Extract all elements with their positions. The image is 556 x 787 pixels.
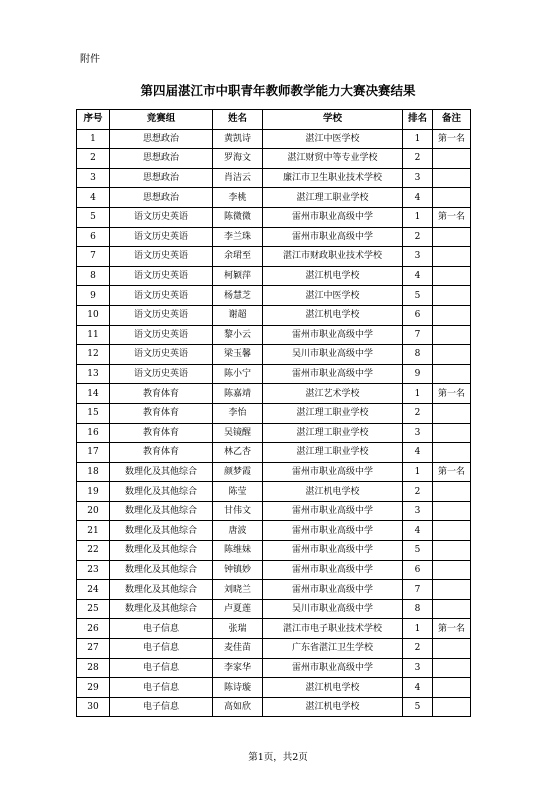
cell-school: 湛江机电学校 — [263, 678, 403, 698]
cell-rank: 4 — [403, 443, 433, 463]
cell-remark — [433, 149, 471, 169]
table-row — [77, 149, 471, 169]
cell-index: 12 — [77, 345, 110, 365]
cell-remark — [433, 188, 471, 208]
cell-group: 电子信息 — [110, 678, 213, 698]
cell-group: 教育体育 — [110, 384, 213, 404]
cell-name: 陈诗璇 — [213, 678, 263, 698]
cell-remark: 第一名 — [433, 619, 471, 639]
cell-index: 1 — [77, 129, 110, 149]
cell-rank: 4 — [403, 266, 433, 286]
cell-remark — [433, 658, 471, 678]
cell-group: 语文历史英语 — [110, 305, 213, 325]
cell-group: 思想政治 — [110, 188, 213, 208]
cell-rank: 2 — [403, 482, 433, 502]
table-row — [77, 247, 471, 267]
cell-index: 10 — [77, 305, 110, 325]
cell-group: 思想政治 — [110, 168, 213, 188]
cell-rank: 2 — [403, 639, 433, 659]
cell-index: 14 — [77, 384, 110, 404]
cell-rank: 1 — [403, 129, 433, 149]
cell-group: 语文历史英语 — [110, 364, 213, 384]
cell-school: 雷州市职业高级中学 — [263, 462, 403, 482]
cell-name: 张瑞 — [213, 619, 263, 639]
cell-school: 湛江中医学校 — [263, 129, 403, 149]
cell-remark — [433, 325, 471, 345]
cell-name: 唐波 — [213, 521, 263, 541]
cell-group: 数理化及其他综合 — [110, 462, 213, 482]
cell-index: 5 — [77, 207, 110, 227]
cell-remark — [433, 286, 471, 306]
cell-school: 雷州市职业高级中学 — [263, 325, 403, 345]
cell-remark — [433, 501, 471, 521]
cell-name: 刘晓兰 — [213, 580, 263, 600]
header-name: 姓名 — [213, 110, 263, 130]
table-row — [77, 443, 471, 463]
cell-index: 20 — [77, 501, 110, 521]
table-row — [77, 541, 471, 561]
cell-remark — [433, 247, 471, 267]
table-row — [77, 462, 471, 482]
cell-group: 数理化及其他综合 — [110, 599, 213, 619]
cell-rank: 9 — [403, 364, 433, 384]
cell-rank: 8 — [403, 345, 433, 365]
cell-school: 雷州市职业高级中学 — [263, 658, 403, 678]
cell-rank: 8 — [403, 599, 433, 619]
cell-name: 林乙杏 — [213, 443, 263, 463]
cell-name: 李桃 — [213, 188, 263, 208]
cell-index: 29 — [77, 678, 110, 698]
cell-index: 22 — [77, 541, 110, 561]
cell-rank: 5 — [403, 697, 433, 717]
table-row — [77, 207, 471, 227]
cell-name: 梁玉馨 — [213, 345, 263, 365]
cell-name: 钟镇妙 — [213, 560, 263, 580]
cell-group: 语文历史英语 — [110, 247, 213, 267]
cell-school: 湛江机电学校 — [263, 305, 403, 325]
cell-school: 广东省湛江卫生学校 — [263, 639, 403, 659]
cell-index: 9 — [77, 286, 110, 306]
cell-remark — [433, 403, 471, 423]
cell-school: 湛江艺术学校 — [263, 384, 403, 404]
table-row — [77, 423, 471, 443]
cell-group: 语文历史英语 — [110, 207, 213, 227]
cell-rank: 2 — [403, 227, 433, 247]
table-row — [77, 286, 471, 306]
cell-index: 23 — [77, 560, 110, 580]
results-body — [77, 129, 471, 717]
cell-remark — [433, 227, 471, 247]
cell-name: 陈微微 — [213, 207, 263, 227]
cell-school: 雷州市职业高级中学 — [263, 521, 403, 541]
cell-index: 18 — [77, 462, 110, 482]
table-row — [77, 168, 471, 188]
cell-rank: 3 — [403, 658, 433, 678]
header-school: 学校 — [263, 110, 403, 130]
cell-remark — [433, 305, 471, 325]
cell-index: 15 — [77, 403, 110, 423]
cell-school: 湛江理工职业学校 — [263, 443, 403, 463]
cell-name: 李兰珠 — [213, 227, 263, 247]
cell-group: 电子信息 — [110, 658, 213, 678]
table-row — [77, 560, 471, 580]
cell-group: 数理化及其他综合 — [110, 501, 213, 521]
cell-school: 湛江机电学校 — [263, 266, 403, 286]
cell-index: 26 — [77, 619, 110, 639]
cell-group: 电子信息 — [110, 619, 213, 639]
cell-remark — [433, 639, 471, 659]
table-row — [77, 345, 471, 365]
cell-school: 湛江财贸中等专业学校 — [263, 149, 403, 169]
cell-school: 雷州市职业高级中学 — [263, 501, 403, 521]
cell-name: 肖洁云 — [213, 168, 263, 188]
table-row — [77, 384, 471, 404]
cell-name: 余珺至 — [213, 247, 263, 267]
cell-rank: 5 — [403, 286, 433, 306]
cell-rank: 3 — [403, 168, 433, 188]
cell-index: 17 — [77, 443, 110, 463]
cell-name: 陈嘉靖 — [213, 384, 263, 404]
cell-index: 16 — [77, 423, 110, 443]
cell-remark — [433, 541, 471, 561]
cell-name: 杨慧芝 — [213, 286, 263, 306]
cell-remark — [433, 482, 471, 502]
header-group: 竞赛组 — [110, 110, 213, 130]
cell-remark — [433, 364, 471, 384]
cell-rank: 1 — [403, 462, 433, 482]
page-footer: 第1页，共2页 — [248, 752, 308, 763]
table-row — [77, 403, 471, 423]
cell-remark — [433, 697, 471, 717]
cell-rank: 4 — [403, 521, 433, 541]
cell-remark — [433, 560, 471, 580]
cell-name: 卢夏莲 — [213, 599, 263, 619]
cell-remark — [433, 168, 471, 188]
cell-remark — [433, 443, 471, 463]
cell-school: 吴川市职业高级中学 — [263, 345, 403, 365]
cell-school: 湛江中医学校 — [263, 286, 403, 306]
cell-index: 3 — [77, 168, 110, 188]
cell-group: 语文历史英语 — [110, 325, 213, 345]
cell-index: 8 — [77, 266, 110, 286]
cell-index: 30 — [77, 697, 110, 717]
cell-rank: 7 — [403, 325, 433, 345]
table-row — [77, 482, 471, 502]
table-row — [77, 678, 471, 698]
cell-school: 雷州市职业高级中学 — [263, 560, 403, 580]
cell-group: 数理化及其他综合 — [110, 580, 213, 600]
table-row — [77, 305, 471, 325]
cell-rank: 3 — [403, 423, 433, 443]
header-remark: 备注 — [433, 110, 471, 130]
table-row — [77, 619, 471, 639]
cell-group: 教育体育 — [110, 403, 213, 423]
cell-rank: 5 — [403, 541, 433, 561]
table-row — [77, 364, 471, 384]
table-row — [77, 188, 471, 208]
cell-group: 语文历史英语 — [110, 227, 213, 247]
cell-rank: 1 — [403, 207, 433, 227]
cell-index: 28 — [77, 658, 110, 678]
cell-index: 27 — [77, 639, 110, 659]
cell-group: 教育体育 — [110, 423, 213, 443]
cell-name: 颜梦霞 — [213, 462, 263, 482]
cell-index: 19 — [77, 482, 110, 502]
table-row — [77, 266, 471, 286]
cell-group: 语文历史英语 — [110, 266, 213, 286]
cell-school: 湛江机电学校 — [263, 697, 403, 717]
cell-name: 高如欣 — [213, 697, 263, 717]
cell-name: 谢超 — [213, 305, 263, 325]
table-row — [77, 658, 471, 678]
cell-school: 雷州市职业高级中学 — [263, 227, 403, 247]
cell-name: 李家华 — [213, 658, 263, 678]
cell-school: 湛江理工职业学校 — [263, 423, 403, 443]
cell-rank: 2 — [403, 149, 433, 169]
cell-name: 陈维妹 — [213, 541, 263, 561]
cell-rank: 4 — [403, 188, 433, 208]
cell-group: 数理化及其他综合 — [110, 521, 213, 541]
cell-school: 雷州市职业高级中学 — [263, 364, 403, 384]
cell-name: 李怡 — [213, 403, 263, 423]
table-row — [77, 227, 471, 247]
cell-name: 黄凯诗 — [213, 129, 263, 149]
header-index: 序号 — [77, 110, 110, 130]
cell-group: 数理化及其他综合 — [110, 560, 213, 580]
table-row — [77, 697, 471, 717]
cell-group: 教育体育 — [110, 443, 213, 463]
cell-index: 13 — [77, 364, 110, 384]
table-row — [77, 580, 471, 600]
cell-index: 4 — [77, 188, 110, 208]
cell-name: 陈莹 — [213, 482, 263, 502]
cell-school: 吴川市职业高级中学 — [263, 599, 403, 619]
cell-index: 7 — [77, 247, 110, 267]
cell-remark — [433, 678, 471, 698]
cell-group: 电子信息 — [110, 639, 213, 659]
cell-name: 陈小宁 — [213, 364, 263, 384]
cell-school: 廉江市卫生职业技术学校 — [263, 168, 403, 188]
cell-remark — [433, 580, 471, 600]
cell-school: 雷州市职业高级中学 — [263, 207, 403, 227]
cell-index: 21 — [77, 521, 110, 541]
cell-group: 语文历史英语 — [110, 286, 213, 306]
cell-remark — [433, 599, 471, 619]
cell-rank: 1 — [403, 384, 433, 404]
cell-group: 语文历史英语 — [110, 345, 213, 365]
cell-rank: 3 — [403, 501, 433, 521]
table-row — [77, 599, 471, 619]
attachment-label: 附件 — [80, 54, 100, 65]
table-row — [77, 501, 471, 521]
cell-name: 吴镜醒 — [213, 423, 263, 443]
cell-index: 6 — [77, 227, 110, 247]
cell-group: 思想政治 — [110, 149, 213, 169]
cell-name: 甘伟文 — [213, 501, 263, 521]
cell-school: 湛江理工职业学校 — [263, 403, 403, 423]
cell-index: 25 — [77, 599, 110, 619]
cell-school: 湛江市财政职业技术学校 — [263, 247, 403, 267]
cell-rank: 6 — [403, 560, 433, 580]
cell-group: 数理化及其他综合 — [110, 482, 213, 502]
cell-rank: 3 — [403, 247, 433, 267]
document-title: 第四届湛江市中职青年教师教学能力大赛决赛结果 — [140, 83, 416, 98]
cell-remark — [433, 521, 471, 541]
cell-group: 数理化及其他综合 — [110, 541, 213, 561]
cell-school: 雷州市职业高级中学 — [263, 541, 403, 561]
cell-index: 24 — [77, 580, 110, 600]
cell-remark: 第一名 — [433, 384, 471, 404]
table-row — [77, 325, 471, 345]
table-row — [77, 639, 471, 659]
cell-name: 柯颖萍 — [213, 266, 263, 286]
cell-remark: 第一名 — [433, 129, 471, 149]
cell-rank: 2 — [403, 403, 433, 423]
cell-name: 黎小云 — [213, 325, 263, 345]
cell-index: 2 — [77, 149, 110, 169]
table-header-row — [77, 110, 471, 130]
cell-remark: 第一名 — [433, 462, 471, 482]
header-rank: 排名 — [403, 110, 433, 130]
cell-rank: 6 — [403, 305, 433, 325]
cell-school: 湛江市电子职业技术学校 — [263, 619, 403, 639]
cell-remark: 第一名 — [433, 207, 471, 227]
cell-rank: 7 — [403, 580, 433, 600]
cell-index: 11 — [77, 325, 110, 345]
cell-remark — [433, 423, 471, 443]
cell-name: 麦佳苗 — [213, 639, 263, 659]
table-row — [77, 129, 471, 149]
table-row — [77, 521, 471, 541]
cell-group: 思想政治 — [110, 129, 213, 149]
cell-school: 雷州市职业高级中学 — [263, 580, 403, 600]
results-table — [76, 109, 471, 717]
cell-rank: 1 — [403, 619, 433, 639]
cell-group: 电子信息 — [110, 697, 213, 717]
cell-rank: 4 — [403, 678, 433, 698]
cell-school: 湛江机电学校 — [263, 482, 403, 502]
cell-remark — [433, 345, 471, 365]
cell-school: 湛江理工职业学校 — [263, 188, 403, 208]
cell-remark — [433, 266, 471, 286]
cell-name: 罗海文 — [213, 149, 263, 169]
